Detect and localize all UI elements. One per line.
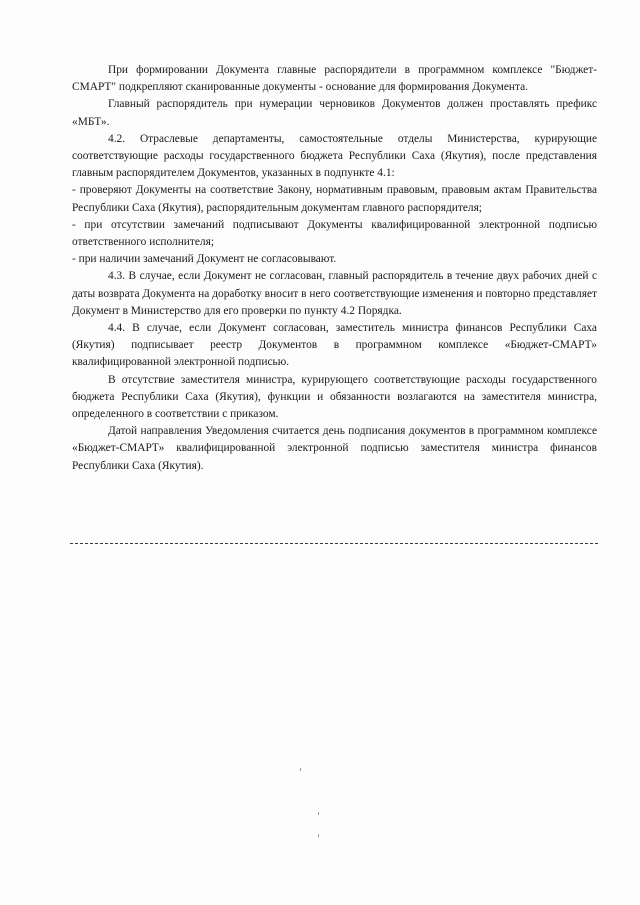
paragraph-4-4: 4.4. В случае, если Документ согласован, заместитель министра финансов Республики Саха (Якутия) подписывает реестр Документов в программном комплексе «Бюджет-СМАРТ» квалифицированной электронной подписью. xyxy=(72,322,597,369)
list-item-check-documents: - проверяют Документы на соответствие Закону, нормативным правовым, правовым актам Правительства Республики Саха (Якутия), распорядительным документам главного распорядителя; xyxy=(72,184,597,214)
paragraph-mbt-prefix: Главный распорядитель при нумерации черновиков Документов должен проставлять префикс «МБТ». xyxy=(72,98,597,128)
page-divider xyxy=(70,543,598,544)
paragraph-scan-attachment: При формировании Документа главные распорядители в программном комплексе "Бюджет-СМАРТ" подкрепляют сканированные документы - основание для формирования Документа. xyxy=(72,64,597,94)
paragraph-notification-date: Датой направления Уведомления считается день подписания документов в программном комплексе «Бюджет-СМАРТ» квалифицированной электронной подписью заместителя министра финансов Республики Саха (Якутия). xyxy=(72,425,597,472)
paragraph-deputy-absence: В отсутствие заместителя министра, курирующего соответствующие расходы государственного бюджета Республики Саха (Якутия), функции и обязанности возлагаются на заместителя министра, определенного в соответствии с приказом. xyxy=(72,373,597,421)
document-body xyxy=(72,62,597,475)
scan-artifact xyxy=(318,812,319,815)
list-item-not-approved: - при наличии замечаний Документ не согласовывают. xyxy=(72,253,337,266)
list-item-sign-documents: - при отсутствии замечаний подписывают Документы квалифицированной электронной подписью ответственного исполнителя; xyxy=(72,218,597,249)
paragraph-4-3: 4.3. В случае, если Документ не согласован, главный распорядитель в течение двух рабочих дней с даты возврата Документа на доработку вносит в него соответствующие изменения и повторно представляет Документ в Министерство для его проверки по пункту 4.2 Порядка. xyxy=(72,270,597,317)
scan-artifact xyxy=(300,768,301,771)
scan-artifact xyxy=(318,834,319,837)
paragraph-4-2: 4.2. Отраслевые департаменты, самостоятельные отделы Министерства, курирующие соответствующие расходы государственного бюджета Республики Саха (Якутия), после представления главным распорядителем Документов, указанных в подпункте 4.1: xyxy=(72,132,597,180)
